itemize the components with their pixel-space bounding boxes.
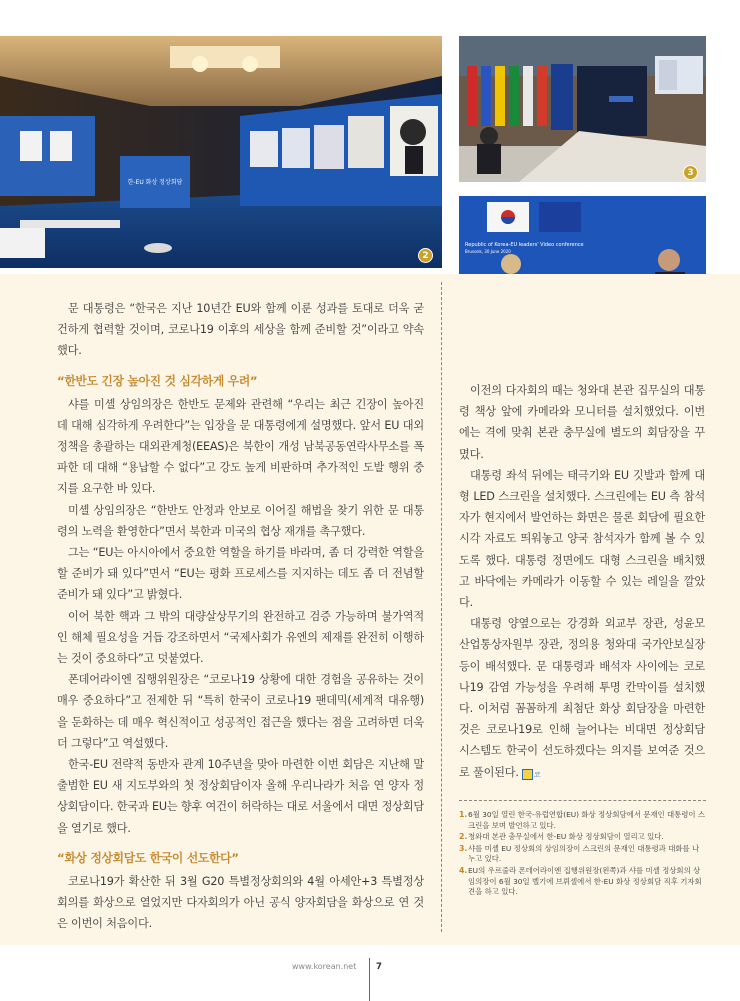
section-heading: “한반도 긴장 높아진 것 심각하게 우려” (57, 373, 258, 388)
paragraph-text: 대통령 양옆으로는 강경화 외교부 장관, 성윤모 산업통상자원부 장관, 정의용 청와대 국가안보실장 등이 배석했다. 문 대통령과 배석자 사이에는 코로나19 감염 가능성을 우려해 투명 칸막이를 설치했다. 이처럼 꼼꼼하게 최첨단 화상 회담장을 마련한 것은 코로나19로 인해 늘어나는 비대면 정상회담 시스템도 한국이 선도하겠다는 의지를 보여준 것으로 풀이된다. (459, 617, 705, 779)
paragraph: 한국-EU 전략적 동반자 관계 10주년을 맞아 마련한 이번 회담은 지난해 말 출범한 EU 새 지도부와의 첫 정상회담이자 올해 우리나라가 처음 연 양자 정상회담이다. 한국과 EU는 향후 여건이 허락하는 대로 서울에서 대면 정상회담을 열기로 했다. (57, 758, 424, 835)
site-url: www.korean.net (292, 962, 357, 971)
article-end-icon: 코 (522, 769, 533, 780)
photo-video-conference-room (0, 36, 442, 268)
screen-title-text: Republic of Korea-EU leaders' Video conference (465, 242, 584, 248)
page-number: 7 (376, 962, 382, 972)
screen-banner-text: 한-EU 화상 정상회담 (127, 179, 183, 186)
photo-michel-conference (459, 36, 706, 182)
paragraph: 샤를 미셸 상임의장은 한반도 문제와 관련해 “우리는 최근 긴장이 높아진 데 대해 심각하게 우려한다”는 입장을 문 대통령에게 설명했다. 앞서 EU 대외정책을 총괄하는 대외관계청(EEAS)은 북한이 개성 남북공동연락사무소를 폭파한 데 대해 “용납할 수 없다”고 강도 높게 비판하며 추가적인 도발 행위 중지를 요구한 바 있다. (57, 397, 424, 496)
screen-subtitle-text: Brussels, 30 June 2020 (465, 249, 511, 254)
section-heading: “화상 정상회담도 한국이 선도한다” (57, 850, 239, 865)
paragraph: 이전의 다자회의 때는 청와대 본관 집무실의 대통령 책상 앞에 카메라와 모니터를 설치했었다. 이번에는 격에 맞춰 본관 충무실에 별도의 회담장을 꾸몄다. (459, 384, 705, 461)
article-left-column (57, 298, 424, 934)
caption-divider (459, 800, 706, 801)
caption-text: EU의 우르줄라 폰데어라이엔 집행위원장(왼쪽)과 샤를 미셸 정상회의 상임의장이 6월 30일 벨기에 브뤼셀에서 한-EU 화상 정상회담 직후 기자회견을 하고 있다. (468, 865, 702, 897)
photo-number-badge: 3 (683, 165, 698, 180)
paragraph: 코로나19가 확산한 뒤 3월 G20 특별정상회의와 4월 아세안+3 특별정상회의를 화상으로 열었지만 다자회의가 아닌 공식 양자회담을 화상으로 연 것은 이번이 처음이다. (57, 874, 424, 931)
caption-item (459, 844, 706, 865)
paragraph: 대통령 좌석 뒤에는 태극기와 EU 깃발과 함께 대형 LED 스크린을 설치했다. 스크린에는 EU 측 참석자가 현지에서 발언하는 화면은 물론 회담에 필요한 시각 자료도 띄워놓고 양국 참석자가 함께 볼 수 있도록 했다. 대통령 정면에도 대형 스크린을 배치했고 바닥에는 카메라가 이동할 수 있는 레일을 깔았다. (459, 468, 705, 610)
photo-captions (459, 810, 706, 899)
caption-text: 청와대 본관 충무실에서 한-EU 화상 정상회담이 열리고 있다. (468, 832, 664, 842)
caption-text: 6월 30일 열린 한국-유럽연합(EU) 화상 정상회담에서 문재인 대통령이 스크린을 보며 발언하고 있다. (468, 810, 706, 830)
paragraph: 문 대통령은 “한국은 지난 10년간 EU와 함께 이룬 성과를 토대로 더욱 굳건하게 협력할 것이며, 코로나19 이후의 세상을 함께 준비할 것”이라고 약속했다. (57, 302, 424, 358)
paragraph: 미셸 상임의장은 “한반도 안정과 안보로 이어질 해법을 찾기 위한 문 대통령의 노력을 환영한다”면서 북한과 미국의 협상 재개를 촉구했다. (57, 503, 424, 538)
column-divider (441, 282, 442, 932)
photo-number-badge: 2 (418, 248, 433, 263)
caption-number: 4. (459, 865, 468, 875)
caption-number: 1. (459, 810, 468, 819)
paragraph (459, 613, 705, 783)
caption-number: 3. (459, 843, 468, 853)
caption-item (459, 832, 706, 843)
paragraph: 이어 북한 핵과 그 밖의 대량살상무기의 완전하고 검증 가능하며 불가역적인 해체 필요성을 거듭 강조하면서 “국제사회가 유엔의 제재를 완전히 이행하는 것이 중요하다”고 덧붙였다. (57, 609, 424, 666)
caption-item (459, 810, 706, 831)
caption-number: 2. (459, 832, 468, 842)
footer-divider (369, 958, 370, 1001)
caption-item (459, 866, 706, 898)
paragraph: 폰데어라이엔 집행위원장은 “코로나19 상황에 대한 경험을 공유하는 것이 매우 중요하다”고 전제한 뒤 “특히 한국이 코로나19 팬데믹(세계적 대유행)을 둔화하는 데 매우 혁신적이고 성공적인 접근을 했다는 점을 고려하면 더욱더 그렇다”고 역설했다. (57, 673, 424, 750)
caption-text: 샤를 미셸 EU 정상회의 상임의장이 스크린의 문재인 대통령과 대화를 나누고 있다. (468, 843, 700, 864)
article-right-column (459, 380, 705, 783)
paragraph: 그는 “EU는 아시아에서 중요한 역할을 하기를 바라며, 좀 더 강력한 역할을 할 준비가 돼 있다”면서 “EU는 평화 프로세스를 지지하는 데도 좀 더 전념할 준비가 돼 있다”고 밝혔다. (57, 546, 424, 602)
